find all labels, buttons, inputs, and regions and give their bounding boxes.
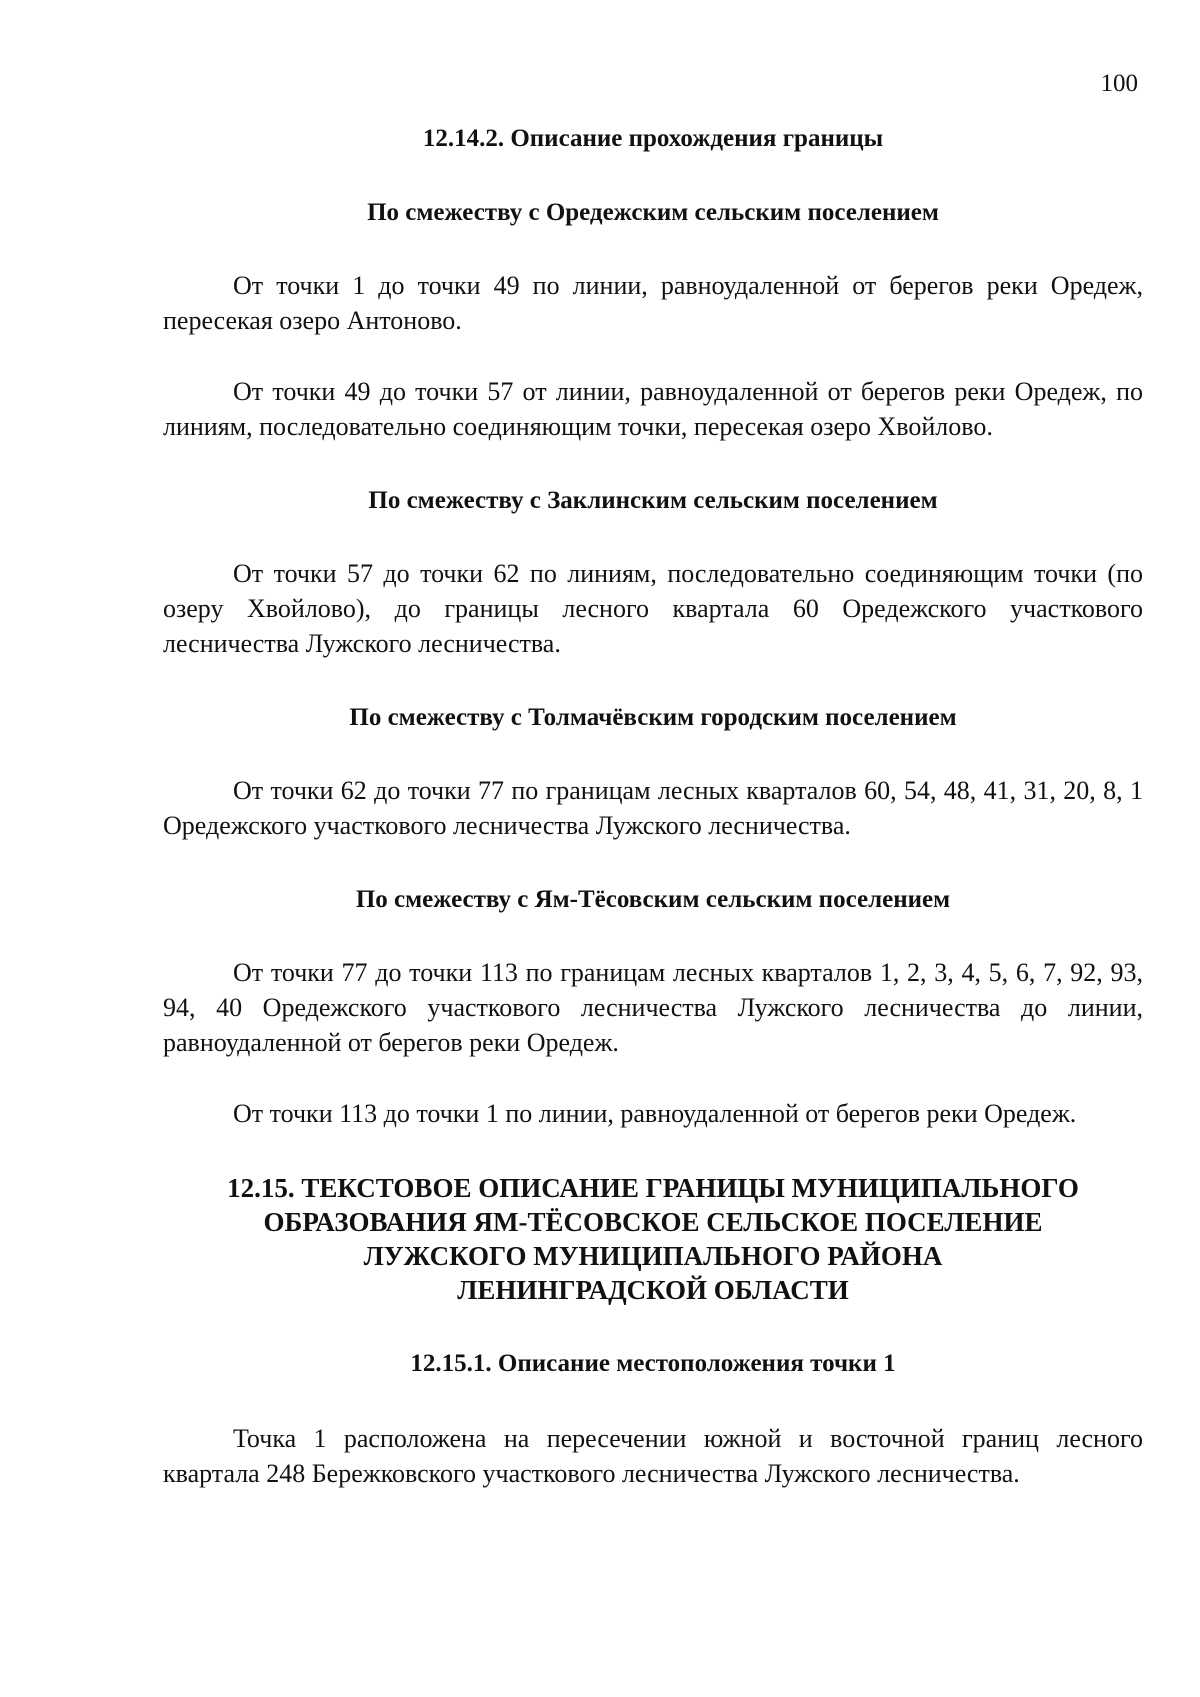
boundary-paragraph: От точки 57 до точки 62 по линиям, последовательно соединяющим точки (по озеру Хвойлово), до границы лесного квартала 60 Оредежского участкового лесничества Лужского лесничества.	[163, 559, 1143, 658]
section-title-line: 12.15. ТЕКСТОВОЕ ОПИСАНИЕ ГРАНИЦЫ МУНИЦИПАЛЬНОГО	[227, 1173, 1079, 1203]
page-number: 100	[1100, 70, 1138, 97]
adjacency-heading: По смежеству с Заклинским сельским поселением	[368, 487, 938, 514]
boundary-paragraph: От точки 113 до точки 1 по линии, равноудаленной от берегов реки Оредеж.	[233, 1099, 1077, 1128]
adjacency-heading: По смежеству с Толмачёвским городским поселением	[349, 704, 957, 731]
section-title-line: ОБРАЗОВАНИЯ ЯМ-ТЁСОВСКОЕ СЕЛЬСКОЕ ПОСЕЛЕНИЕ	[263, 1207, 1043, 1237]
adjacency-block	[163, 883, 1143, 1131]
boundary-paragraph: От точки 77 до точки 113 по границам лесных кварталов 1, 2, 3, 4, 5, 6, 7, 92, 93, 94, 40 Оредежского участкового лесничества Лужского лесничества до линии, равноудаленной от берегов реки Оредеж.	[163, 958, 1143, 1057]
point-description-paragraph: Точка 1 расположена на пересечении южной и восточной границ лесного квартала 248 Бережковского участкового лесничества Лужского лесничества.	[163, 1424, 1143, 1488]
section-12-15	[163, 1171, 1143, 1491]
adjacency-block	[163, 701, 1143, 843]
boundary-paragraph: От точки 62 до точки 77 по границам лесных кварталов 60, 54, 48, 41, 31, 20, 8, 1 Оредежского участкового лесничества Лужского лесничества.	[163, 776, 1143, 840]
section-title-line: ЛУЖСКОГО МУНИЦИПАЛЬНОГО РАЙОНА	[363, 1241, 943, 1271]
subsection-title: 12.14.2. Описание прохождения границы	[422, 125, 884, 152]
adjacency-block	[163, 484, 1143, 661]
boundary-paragraph: От точки 1 до точки 49 по линии, равноудаленной от берегов реки Оредеж, пересекая озеро Антоново.	[163, 271, 1143, 335]
boundary-paragraph: От точки 49 до точки 57 от линии, равноудаленной от берегов реки Оредеж, по линиям, последовательно соединяющим точки, пересекая озеро Хвойлово.	[163, 377, 1143, 441]
adjacency-block	[163, 196, 1143, 444]
section-title	[163, 1171, 1143, 1307]
adjacency-heading: По смежеству с Оредежским сельским поселением	[367, 199, 939, 226]
section-title-line: ЛЕНИНГРАДСКОЙ ОБЛАСТИ	[457, 1275, 849, 1305]
adjacency-heading: По смежеству с Ям-Тёсовским сельским поселением	[355, 886, 951, 913]
page-content	[163, 122, 1143, 1491]
subsection-title: 12.15.1. Описание местоположения точки 1	[410, 1350, 896, 1377]
